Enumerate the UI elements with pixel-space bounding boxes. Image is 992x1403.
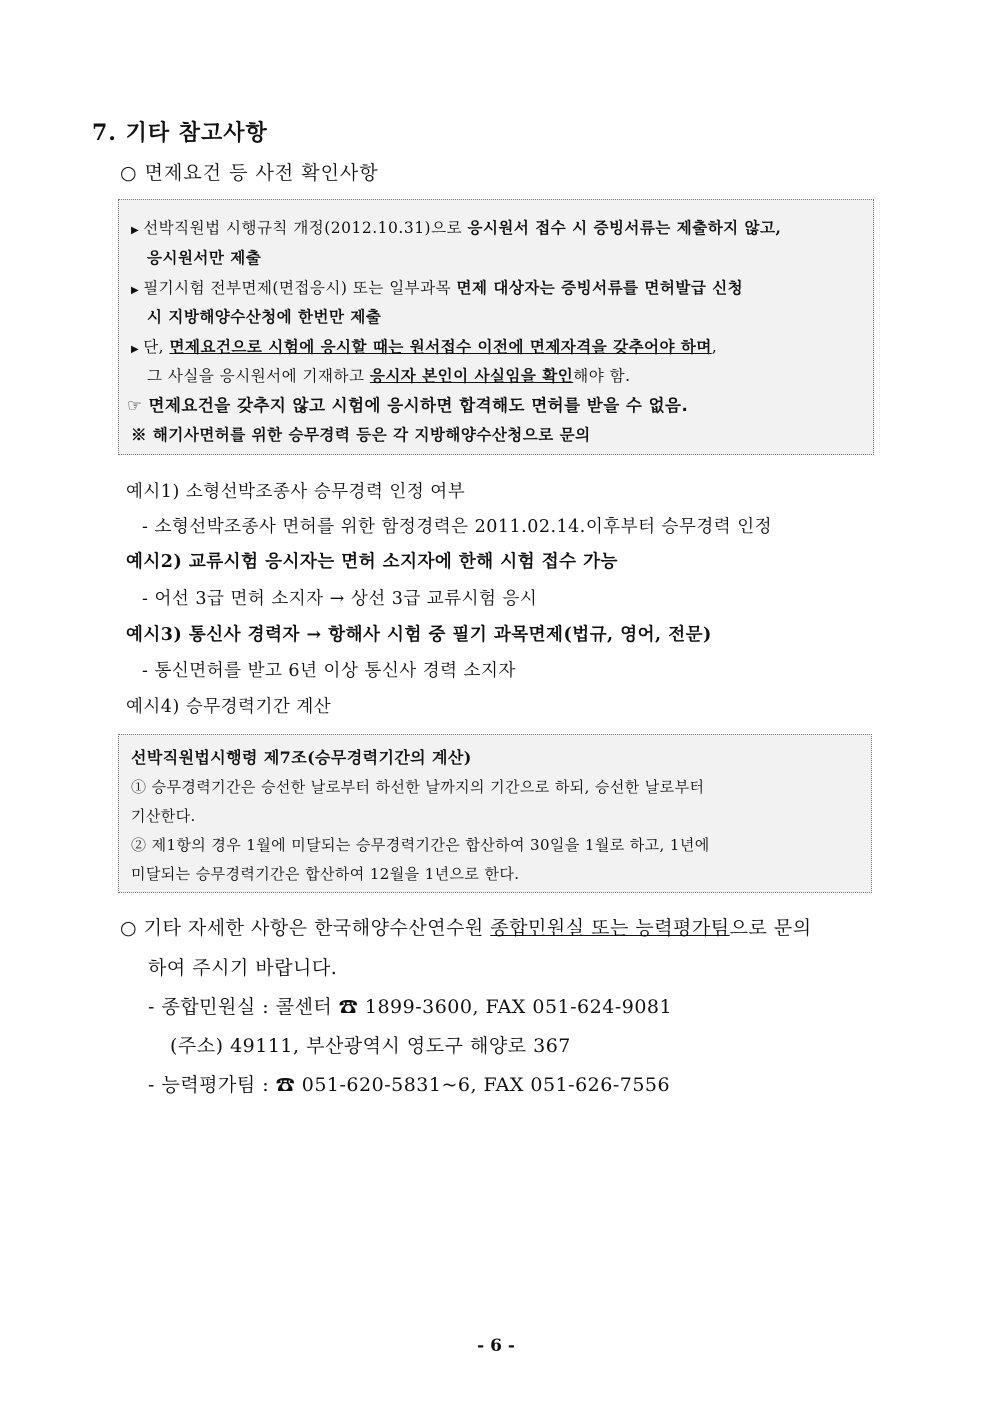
notice-line-6: 그 사실을 응시원서에 기재하고 응시자 본인이 사실임을 확인해야 함. bbox=[147, 366, 631, 385]
notice-line-2: 응시원서만 제출 bbox=[147, 248, 262, 267]
example-1-detail: - 소형선박조종사 면허를 위한 함정경력은 2011.02.14.이후부터 승무경력 인정 bbox=[142, 517, 773, 537]
law-para-1-line-2: 기산한다. bbox=[131, 807, 196, 825]
section-title: 7. 기타 참고사항 bbox=[92, 120, 268, 146]
notice-line-5: ▶ 단, 면제요건으로 시험에 응시할 때는 원서접수 이전에 면제자격을 갖추어야 하며, bbox=[131, 337, 718, 356]
triangle-bullet-icon: ▶ bbox=[131, 285, 140, 296]
law-box bbox=[118, 734, 872, 893]
notice-line-1: ▶ 선박직원법 시행규칙 개정(2012.10.31)으로 응시원서 접수 시 증빙서류는 제출하지 않고, bbox=[131, 218, 782, 237]
contact-intro: ○ 기타 자세한 사항은 한국해양수산연수원 종합민원실 또는 능력평가팀으로 문의 bbox=[120, 917, 812, 939]
example-2-title: 예시2) 교류시험 응시자는 면허 소지자에 한해 시험 접수 가능 bbox=[126, 552, 618, 572]
law-para-2-line-1: ② 제1항의 경우 1월에 미달되는 승무경력기간은 합산하여 30일을 1월로 하고, 1년에 bbox=[131, 836, 710, 854]
triangle-bullet-icon: ▶ bbox=[131, 225, 140, 236]
triangle-bullet-icon: ▶ bbox=[131, 344, 140, 355]
notice-box bbox=[118, 199, 874, 455]
law-para-1-line-1: ① 승무경력기간은 승선한 날로부터 하선한 날까지의 기간으로 하되, 승선한 날로부터 bbox=[131, 778, 705, 796]
example-4-title: 예시4) 승무경력기간 계산 bbox=[126, 697, 332, 717]
contact-address: (주소) 49111, 부산광역시 영도구 해양로 367 bbox=[170, 1035, 571, 1057]
subheading: ○ 면제요건 등 사전 확인사항 bbox=[120, 162, 379, 184]
contact-evaluation-team: - 능력평가팀 : ☎ 051-620-5831~6, FAX 051-626-7556 bbox=[148, 1074, 671, 1096]
example-3-title: 예시3) 통신사 경력자 → 항해사 시험 중 필기 과목면제(법규, 영어, 전문) bbox=[126, 625, 712, 645]
contact-office: - 종합민원실 : 콜센터 ☎ 1899-3600, FAX 051-624-9081 bbox=[148, 996, 673, 1018]
notice-line-4: 시 지방해양수산청에 한번만 제출 bbox=[147, 307, 382, 326]
example-3-detail: - 통신면허를 받고 6년 이상 통신사 경력 소지자 bbox=[142, 661, 516, 681]
contact-intro-line-2: 하여 주시기 바랍니다. bbox=[148, 957, 338, 979]
notice-warning: ☞ 면제요건을 갖추지 않고 시험에 응시하면 합격해도 면허를 받을 수 없음. bbox=[127, 396, 689, 415]
page-number: - 6 - bbox=[477, 1336, 515, 1356]
example-1-title: 예시1) 소형선박조종사 승무경력 인정 여부 bbox=[126, 482, 466, 502]
example-2-detail: - 어선 3급 면허 소지자 → 상선 3급 교류시험 응시 bbox=[142, 589, 538, 609]
law-para-2-line-2: 미달되는 승무경력기간은 합산하여 12월을 1년으로 한다. bbox=[131, 865, 520, 883]
notice-inquiry: ※ 해기사면허를 위한 승무경력 등은 각 지방해양수산청으로 문의 bbox=[131, 425, 591, 444]
notice-line-3: ▶ 필기시험 전부면제(면접응시) 또는 일부과목 면제 대상자는 증빙서류를 면허발급 신청 bbox=[131, 278, 744, 297]
law-title: 선박직원법시행령 제7조(승무경력기간의 계산) bbox=[131, 748, 472, 767]
